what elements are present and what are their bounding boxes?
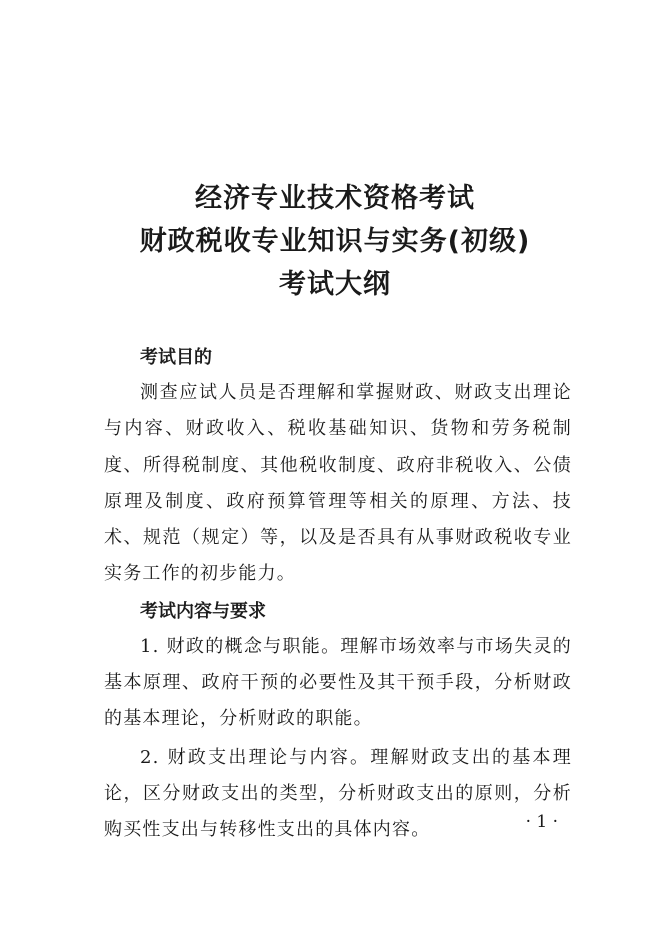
title-line-3: 考试大纲 [279, 269, 391, 300]
section-heading-exam-purpose: 考试目的 [140, 347, 212, 368]
paragraph-exam-purpose: 测查应试人员是否理解和掌握财政、财政支出理论与内容、财政收入、税收基础知识、货物和劳务税制度、所得税制度、其他税收制度、政府非税收入、公债原理及制度、政府预算管理等相关的原理、方法、技术、规范（规定）等，以及是否具有从事财政税收专业实务工作的初步能力。 [104, 382, 572, 585]
paragraph-item-2: 2. 财政支出理论与内容。理解财政支出的基本理论，区分财政支出的类型，分析财政支出的原则，分析购买性支出与转移性支出的具体内容。 [104, 746, 572, 841]
page-number: · 1 · [525, 812, 558, 832]
document-title [0, 177, 670, 306]
section-heading-exam-content: 考试内容与要求 [140, 600, 266, 622]
title-line-2: 财政税收专业知识与实务(初级) [139, 226, 531, 257]
title-line-1: 经济专业技术资格考试 [195, 183, 475, 214]
paragraph-item-1: 1. 财政的概念与职能。理解市场效率与市场失灵的基本原理、政府干预的必要性及其干预手段，分析财政的基本理论，分析财政的职能。 [104, 635, 572, 730]
document-body [104, 341, 572, 849]
